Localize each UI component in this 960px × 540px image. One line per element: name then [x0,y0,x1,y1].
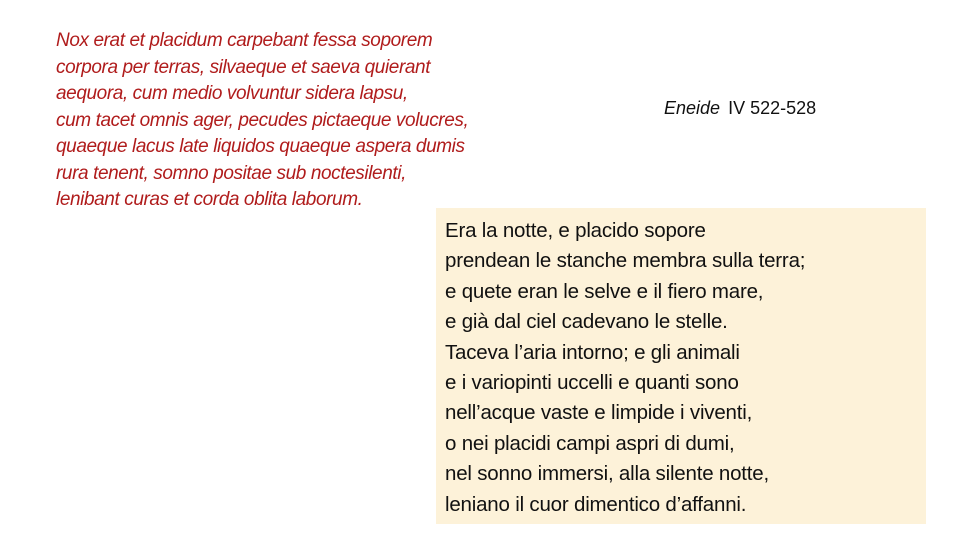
work-title: Eneide [664,98,721,118]
latin-line: quaeque lacus late liquidos quaeque aspera dumis [56,136,465,157]
latin-line: aequora, cum medio volvuntur sidera lapsu, [56,83,408,104]
translation-line: e quete eran le selve e il fiero mare, [445,279,764,303]
latin-line: rura tenent, somno positae sub noctesilenti, [56,162,406,184]
translation-line: Taceva l’aria intorno; e gli animali [445,340,740,364]
translation-panel [436,208,926,524]
translation-line: nell’acque vaste e limpide i viventi, [445,401,753,425]
translation-line: e i variopinti uccelli e quanti sono [445,371,739,395]
translation-line: o nei placidi campi aspri di dumi, [445,431,735,455]
latin-line: cum tacet omnis ager, pecudes pictaeque volucres, [56,109,469,131]
latin-passage [56,28,576,214]
verse-range: IV 522-528 [728,98,817,118]
source-reference [664,98,816,119]
latin-line: lenibant curas et corda oblita laborum. [56,189,363,210]
translation-line: nel sonno immersi, alla silente notte, [445,462,769,486]
translation-line: e già dal ciel cadevano le stelle. [445,310,728,334]
translation-line: leniano il cuor dimentico d’affanni. [445,492,747,516]
latin-line: Nox erat et placidum carpebant fessa soporem [56,30,433,51]
translation-line: Era la notte, e placido sopore [445,219,706,242]
latin-line: corpora per terras, silvaeque et saeva quierant [56,56,431,78]
translation-line: prendean le stanche membra sulla terra; [445,249,806,273]
italian-translation [445,216,926,520]
